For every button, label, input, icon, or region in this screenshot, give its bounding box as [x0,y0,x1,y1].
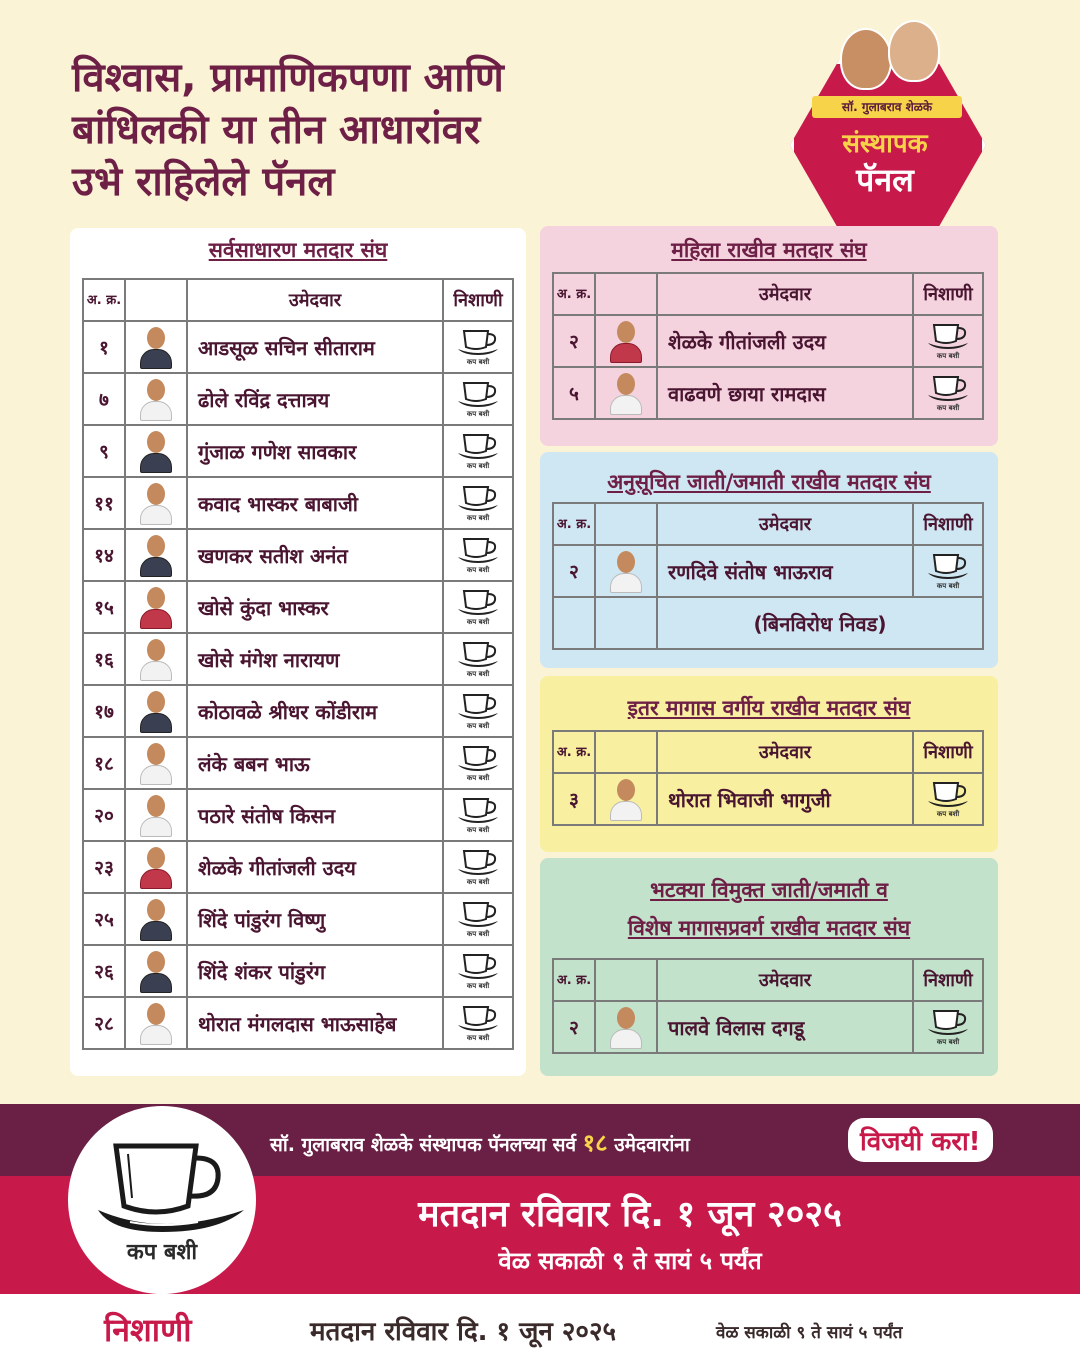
cup-caption: कप बशी [936,404,960,412]
serial-header: अ. क्र. [553,503,595,545]
serial-number: ११ [83,477,125,529]
candidate-row [83,477,513,529]
unopposed-note: (बिनविरोध निवड) [657,597,983,649]
symbol-header: निशाणी [913,273,983,315]
candidate-photo [125,633,187,685]
candidate-photo [125,997,187,1049]
candidate-photo [595,315,657,367]
symbol-cell [443,737,513,789]
candidate-photo [125,477,187,529]
cup-saucer-icon [454,325,502,369]
candidate-name: थोरात मंगलदास भाऊसाहेब [187,997,443,1049]
cup-saucer-icon [454,533,502,577]
candidate-row [83,373,513,425]
candidate-name: गुंजाळ गणेश सावकार [187,425,443,477]
person-icon [139,1001,173,1045]
cup-caption: कप बशी [466,358,490,366]
candidate-row [83,893,513,945]
candidate-photo [125,789,187,841]
cup-caption: कप बशी [466,982,490,990]
symbol-word: निशाणी [104,1311,192,1349]
cup-saucer-icon [924,319,972,363]
person-icon [139,689,173,733]
candidate-row [83,425,513,477]
voting-date: मतदान रविवार दि. १ जून २०२५ [418,1194,842,1235]
candidate-photo [595,773,657,825]
footer-date: मतदान रविवार दि. १ जून २०२५ [310,1317,616,1347]
candidate-header: उमेदवार [657,503,913,545]
serial-number: ५ [553,367,595,419]
cup-saucer-icon [454,689,502,733]
symbol-cell [913,315,983,367]
candidate-row [83,997,513,1049]
candidate-row [83,633,513,685]
candidate-name: शिंदे पांडुरंग विष्णु [187,893,443,945]
cup-caption: कप बशी [466,930,490,938]
candidate-photo [125,893,187,945]
person-icon [139,637,173,681]
footer-strip [0,1294,1080,1371]
candidate-name: ढोले रविंद्र दत्तात्रय [187,373,443,425]
serial-number: १८ [83,737,125,789]
candidate-row [83,685,513,737]
person-icon [609,371,643,415]
cup-caption: कप बशी [466,618,490,626]
symbol-header: निशाणी [913,731,983,773]
serial-number: २५ [83,893,125,945]
serial-header: अ. क्र. [553,273,595,315]
candidate-name: कोठावळे श्रीधर कोंडीराम [187,685,443,737]
candidate-photo [125,841,187,893]
candidate-row [83,841,513,893]
cup-caption: कप बशी [466,774,490,782]
women-title: महिला राखीव मतदार संघ [671,238,867,262]
symbol-cell [443,581,513,633]
serial-number: ७ [83,373,125,425]
serial-number: ३ [553,773,595,825]
cup-saucer-icon [454,377,502,421]
serial-number: १४ [83,529,125,581]
obc-table [552,730,984,826]
person-icon [139,845,173,889]
headline-line-3: उभे राहिलेले पॅनल [72,159,335,205]
symbol-cell [443,841,513,893]
candidate-name: कवाद भास्कर बाबाजी [187,477,443,529]
candidate-row [553,545,983,597]
leaders-photos [840,20,950,100]
appeal-pre: सॉ. गुलाबराव शेळके संस्थापक पॅनलच्या सर्व [270,1134,577,1156]
symbol-cell [443,373,513,425]
candidate-header: उमेदवार [657,731,913,773]
obc-title: इतर मागास वर्गीय राखीव मतदार संघ [627,696,911,720]
candidate-name: शिंदे शंकर पांडुरंग [187,945,443,997]
person-icon [609,549,643,593]
candidate-photo [595,367,657,419]
serial-number: ९ [83,425,125,477]
cup-caption: कप बशी [466,722,490,730]
candidate-row [83,581,513,633]
cup-saucer-icon [454,637,502,681]
cup-saucer-icon [924,549,972,593]
candidate-photo [125,425,187,477]
symbol-cell [913,367,983,419]
cup-saucer-icon [454,1001,502,1045]
candidate-photo [125,373,187,425]
person-icon [139,897,173,941]
cup-caption: कप बशी [936,582,960,590]
symbol-cell [443,529,513,581]
candidate-header: उमेदवार [657,273,913,315]
sc-note-row [553,597,983,649]
candidate-count: १८ [582,1129,608,1157]
serial-number: २६ [83,945,125,997]
person-icon [139,585,173,629]
serial-number: २८ [83,997,125,1049]
women-table [552,272,984,420]
cup-caption: कप बशी [466,878,490,886]
cup-caption: कप बशी [466,670,490,678]
sc-table [552,502,984,650]
voting-time: वेळ सकाळी ९ ते सायं ५ पर्यंत [498,1247,762,1275]
person-icon [609,319,643,363]
person-icon [609,1005,643,1049]
general-table [82,278,514,1050]
person-icon [139,533,173,577]
person-icon [139,481,173,525]
win-badge: विजयी करा! [848,1118,993,1162]
symbol-circle [68,1106,256,1294]
candidate-photo [125,737,187,789]
candidate-header: उमेदवार [187,279,443,321]
person-icon [139,949,173,993]
cup-saucer-icon [924,371,972,415]
candidate-name: आडसूळ सचिन सीताराम [187,321,443,373]
cup-caption: कप बशी [466,566,490,574]
logo-line-1: संस्थापक [842,129,928,159]
symbol-cell [913,545,983,597]
candidate-row [83,737,513,789]
footer-time: वेळ सकाळी ९ ते सायं ५ पर्यंत [716,1323,903,1343]
candidate-row [553,1001,983,1053]
symbol-header: निशाणी [913,959,983,1001]
symbol-cell [443,477,513,529]
leader-photo-1 [840,28,892,90]
symbol-cell [913,1001,983,1053]
candidate-row [83,945,513,997]
candidate-name: पालवे विलास दगडू [657,1001,913,1053]
symbol-cell [443,425,513,477]
candidate-row [83,789,513,841]
candidate-name: शेळके गीतांजली उदय [187,841,443,893]
cup-caption: कप बशी [466,1034,490,1042]
candidate-row [553,773,983,825]
photo-header [595,273,657,315]
headline-line-1: विश्वास, प्रामाणिकपणा आणि [72,55,504,101]
symbol-cell [913,773,983,825]
person-icon [139,429,173,473]
cup-saucer-icon [924,1005,972,1049]
logo-line-2: पॅनल [856,161,914,199]
symbol-cell [443,945,513,997]
cup-caption: कप बशी [466,410,490,418]
candidate-name: पठारे संतोष किसन [187,789,443,841]
appeal-post: उमेदवारांना [614,1134,690,1156]
candidate-name: रणदिवे संतोष भाऊराव [657,545,913,597]
serial-number: २३ [83,841,125,893]
photo-header [595,731,657,773]
cup-saucer-icon [454,897,502,941]
cup-caption: कप बशी [466,826,490,834]
cup-saucer-icon [454,741,502,785]
candidate-photo [595,1001,657,1053]
candidate-header: उमेदवार [657,959,913,1001]
candidate-photo [125,685,187,737]
cup-saucer-icon [454,793,502,837]
candidate-photo [125,321,187,373]
person-icon [139,741,173,785]
candidate-row [553,315,983,367]
cup-saucer-icon [454,949,502,993]
cup-caption: कप बशी [466,514,490,522]
candidate-name: लंके बबन भाऊ [187,737,443,789]
candidate-photo [595,545,657,597]
symbol-header: निशाणी [443,279,513,321]
person-icon [609,777,643,821]
cup-saucer-icon [924,777,972,821]
serial-header: अ. क्र. [553,959,595,1001]
serial-number: १५ [83,581,125,633]
candidate-name: खोसे कुंदा भास्कर [187,581,443,633]
candidate-name: खणकर सतीश अनंत [187,529,443,581]
serial-number: १ [83,321,125,373]
candidate-name: खोसे मंगेश नारायण [187,633,443,685]
serial-number: २ [553,545,595,597]
serial-number: १६ [83,633,125,685]
cup-caption: कप बशी [936,1038,960,1046]
panel-logo [790,20,990,220]
cup-saucer-icon [454,585,502,629]
person-icon [139,325,173,369]
photo-header [595,503,657,545]
appeal-message [270,1126,690,1159]
serial-number: २ [553,1001,595,1053]
symbol-cell [443,685,513,737]
person-icon [139,793,173,837]
candidate-name: थोरात भिवाजी भागुजी [657,773,913,825]
headline-line-2: बांधिलकी या तीन आधारांवर [72,107,481,153]
serial-header: अ. क्र. [83,279,125,321]
logo-tag: सॉ. गुलाबराव शेळके [812,96,962,118]
candidate-name: शेळके गीतांजली उदय [657,315,913,367]
serial-number: २० [83,789,125,841]
nt-table [552,958,984,1054]
cup-saucer-icon [454,481,502,525]
serial-number: २ [553,315,595,367]
symbol-cell [443,321,513,373]
candidate-row [83,321,513,373]
headline [72,52,712,208]
nt-title-1: भटक्या विमुक्त जाती/जमाती व [650,878,888,902]
symbol-header: निशाणी [913,503,983,545]
symbol-cell [443,997,513,1049]
photo-header [595,959,657,1001]
serial-header: अ. क्र. [553,731,595,773]
photo-header [125,279,187,321]
serial-number: १७ [83,685,125,737]
candidate-photo [125,581,187,633]
candidate-name: वाढवणे छाया रामदास [657,367,913,419]
cup-saucer-icon [454,429,502,473]
cup-caption: कप बशी [936,352,960,360]
leader-photo-2 [888,20,940,82]
cup-caption: कप बशी [466,462,490,470]
candidate-photo [125,529,187,581]
symbol-cell [443,893,513,945]
candidate-photo [125,945,187,997]
cup-label: कप बशी [126,1240,198,1265]
candidate-row [83,529,513,581]
cup-caption: कप बशी [936,810,960,818]
symbol-cell [443,789,513,841]
candidate-row [553,367,983,419]
cup-saucer-icon [454,845,502,889]
person-icon [139,377,173,421]
symbol-cell [443,633,513,685]
nt-title-2: विशेष मागासप्रवर्ग राखीव मतदार संघ [627,916,911,940]
sc-title: अनुसूचित जाती/जमाती राखीव मतदार संघ [607,470,931,494]
general-title: सर्वसाधारण मतदार संघ [208,238,388,262]
